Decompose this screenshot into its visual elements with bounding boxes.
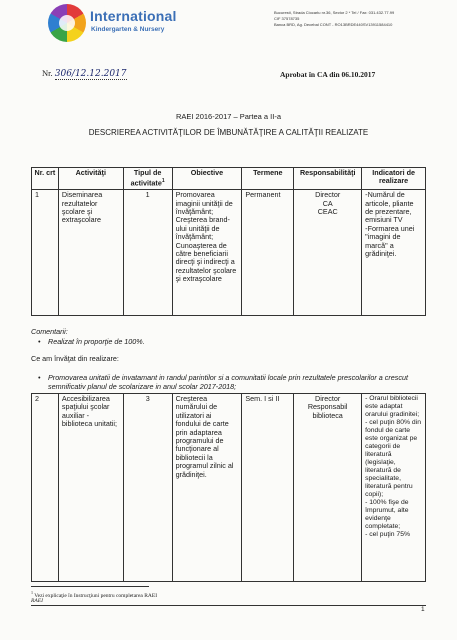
cell-activitate: Accesibilizarea spaţiului şcolar auxiliar - biblioteca unitatii; [58,394,123,582]
cell-nr: 1 [32,190,59,316]
header-tipul: Tipul de activitate$^1$ [123,168,172,190]
cell-indicatori: - Orarul bibliotecii este adaptat orarului gradinitei; - cel puţin 80% din fondul de carte este organizat pe categorii de literatură (legislaţie, literatură de specialitate, literatură pentru copii); - 100% fişe de împrumut, alte evidenţe completate; - cel puţin 75% [362,394,426,582]
document-title: RAEI 2016-2017 – Partea a II-a [175,112,282,121]
cell-responsabilitati: Director Responsabil biblioteca [294,394,362,582]
comments-label: Comentarii: [31,327,68,336]
document-subtitle: DESCRIEREA ACTIVITĂŢILOR DE ÎMBUNĂTĂŢIRE A CALITĂŢII REALIZATE [88,128,369,137]
registration-number [42,68,127,79]
learned-label: Ce am învăţat din realizare: [31,354,119,363]
footer-tag: RAEI [31,598,43,604]
header-obiective: Obiective [172,168,242,190]
header-indicatori: Indicatori de realizare [362,168,426,190]
header-activitati: Activităţi [58,168,123,190]
cell-activitate: Diseminarea rezultatelor şcolare şi extraşcolare [58,190,123,316]
activities-table [31,167,426,316]
address-line: Bucuresti, Strada Ciocarlu nr.36, Sector 2 * Tel / Fax: 031.432.77.99 [274,10,395,15]
registration-label: Nr. [42,68,53,78]
comment-bullet: • Realizat în proporţie de 100%. [38,337,145,346]
cell-indicatori: -Numărul de articole, pliante de prezentare, emisiuni TV -Formarea unei "imagini de marcă" a grădiniţei. [362,190,426,316]
footnote-ref: 1 [161,178,165,185]
activities-table-continued [31,393,426,582]
cell-tip: 3 [123,394,172,582]
address-line: Banca BRD, Ag. Decebal CONT - RO13BRDE440SV13911584410 [274,22,393,27]
footnote-divider [31,586,149,587]
approval-note: Aprobat în CA din 06.10.2017 [280,70,376,79]
registration-value: 306/12.12.2017 [54,69,127,79]
learned-bullet: • Promovarea unitatii de invatamant in randul parintilor si a comunitatii locale prin rezultatele prescolarilor a crescut semnificativ planul de scolarizare in anul scolar 2017-2018; [38,373,408,391]
cell-termene: Sem. I si II [242,394,294,582]
header-responsabilitati: Responsabilităţi [294,168,362,190]
cell-obiective: Promovarea imaginii unităţii de învăţământ; Creşterea brand-ului unităţii de învăţământ; Cunoaşterea de către beneficiarii direcţi şi indirecţi a rezultatelor şcolare şi extraşcolare [172,190,242,316]
brand-subtitle: Kindergarten & Nursery [91,26,165,33]
table-row [32,394,426,582]
table-header-row [32,168,426,190]
cell-responsabilitati: Director CA CEAC [294,190,362,316]
brand-name: International [90,8,177,24]
table-row [32,190,426,316]
page-number: 1 [421,606,425,613]
school-logo-icon [48,4,86,42]
header-nr: Nr. crt [32,168,59,190]
cell-nr: 2 [32,394,59,582]
footnote: $^1$ Vezi explicaţie în Instrucţiuni pentru completarea RAEI [31,590,158,599]
cell-obiective: Creşterea numărului de utilizatori ai fondului de carte prin adaptarea programului de funcţionare al bibliotecii la programul zilnic al grădiniţei. [172,394,242,582]
school-address [274,10,394,28]
header-termene: Termene [242,168,294,190]
footer-divider [31,605,426,606]
cell-tip: 1 [123,190,172,316]
cell-termene: Permanent [242,190,294,316]
address-line: CIF 37578735 [274,16,300,21]
